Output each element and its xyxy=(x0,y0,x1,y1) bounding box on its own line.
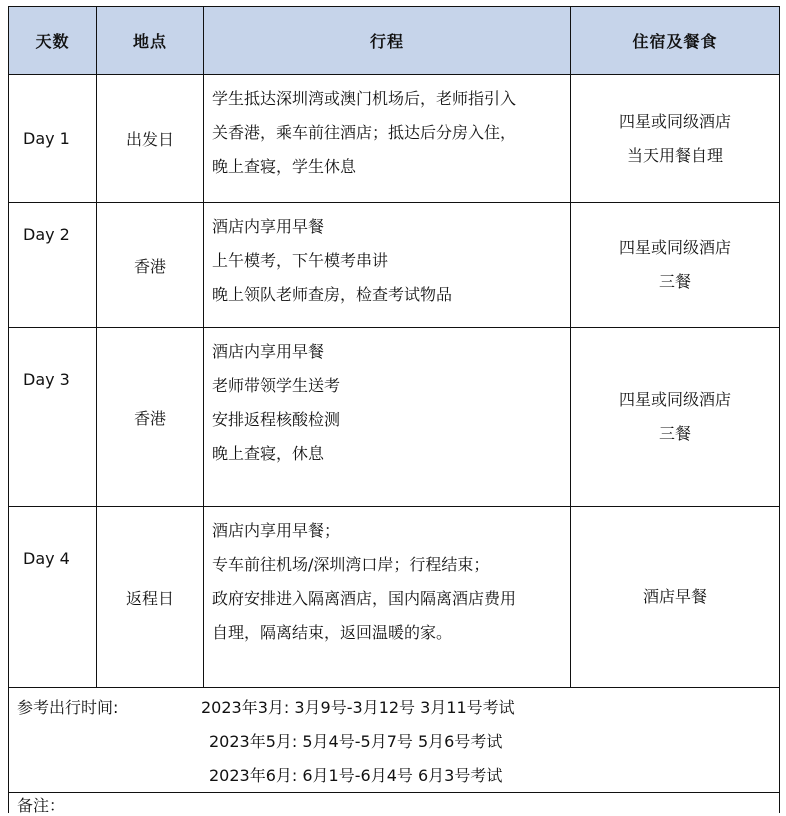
stay-cell xyxy=(571,507,780,688)
day-cell: Day 1 xyxy=(9,75,97,203)
table-row xyxy=(9,203,780,328)
stay-cell xyxy=(571,328,780,507)
place-cell: 香港 xyxy=(97,328,204,507)
stay-line: 四星或同级酒店 xyxy=(618,111,731,131)
plan-cell xyxy=(204,507,571,688)
plan-line: 酒店内享用早餐； xyxy=(212,521,341,540)
plan-line: 关香港，乘车前往酒店；抵达后分房入住， xyxy=(212,123,517,142)
stay-line: 三餐 xyxy=(658,272,691,291)
stay-cell xyxy=(571,75,780,203)
reference-line: 2023年5月: 5月4号-5月7号 5月6号考试 xyxy=(209,732,503,751)
plan-line: 自理，隔离结束，返回温暖的家。 xyxy=(212,623,453,642)
day-cell: Day 3 xyxy=(9,328,97,507)
plan-line: 晚上查寝，学生休息 xyxy=(212,157,357,176)
day-cell: Day 4 xyxy=(9,507,97,688)
plan-cell xyxy=(204,75,571,203)
stay-cell xyxy=(571,203,780,328)
reference-row xyxy=(9,688,780,793)
note-label: 备注： xyxy=(17,796,66,815)
reference-label: 参考出行时间: xyxy=(17,698,119,717)
place-cell: 出发日 xyxy=(97,75,204,203)
note-row xyxy=(9,793,780,814)
plan-line: 学生抵达深圳湾或澳门机场后，老师指引入 xyxy=(212,89,517,108)
stay-line: 四星或同级酒店 xyxy=(618,238,731,257)
table-row xyxy=(9,328,780,507)
plan-line: 酒店内享用早餐 xyxy=(212,342,325,361)
stay-line: 三餐 xyxy=(658,424,691,443)
note-cell xyxy=(9,793,780,814)
stay-line: 当天用餐自理 xyxy=(626,145,723,165)
header-plan: 行程 xyxy=(204,7,571,75)
place-cell: 香港 xyxy=(97,203,204,328)
stay-line: 酒店早餐 xyxy=(642,587,707,606)
plan-cell xyxy=(204,328,571,507)
plan-line: 专车前往机场/深圳湾口岸；行程结束； xyxy=(212,555,490,574)
plan-line: 上午模考，下午模考串讲 xyxy=(212,251,389,270)
header-row xyxy=(9,7,780,75)
reference-line: 2023年3月: 3月9号-3月12号 3月11号考试 xyxy=(201,698,515,717)
day-cell: Day 2 xyxy=(9,203,97,328)
plan-line: 安排返程核酸检测 xyxy=(212,410,341,429)
header-day: 天数 xyxy=(9,7,97,75)
plan-line: 晚上查寝，休息 xyxy=(212,444,325,463)
table-row xyxy=(9,75,780,203)
plan-cell xyxy=(204,203,571,328)
plan-line: 政府安排进入隔离酒店，国内隔离酒店费用 xyxy=(212,589,517,608)
reference-cell xyxy=(9,688,780,793)
stay-line: 四星或同级酒店 xyxy=(618,390,731,409)
plan-line: 酒店内享用早餐 xyxy=(212,217,325,236)
header-place: 地点 xyxy=(97,7,204,75)
place-cell: 返程日 xyxy=(97,507,204,688)
itinerary-table xyxy=(8,6,780,813)
header-stay: 住宿及餐食 xyxy=(571,7,780,75)
reference-line: 2023年6月: 6月1号-6月4号 6月3号考试 xyxy=(209,766,503,785)
plan-line: 老师带领学生送考 xyxy=(212,376,341,395)
table-row xyxy=(9,507,780,688)
plan-line: 晚上领队老师查房，检查考试物品 xyxy=(212,285,453,304)
